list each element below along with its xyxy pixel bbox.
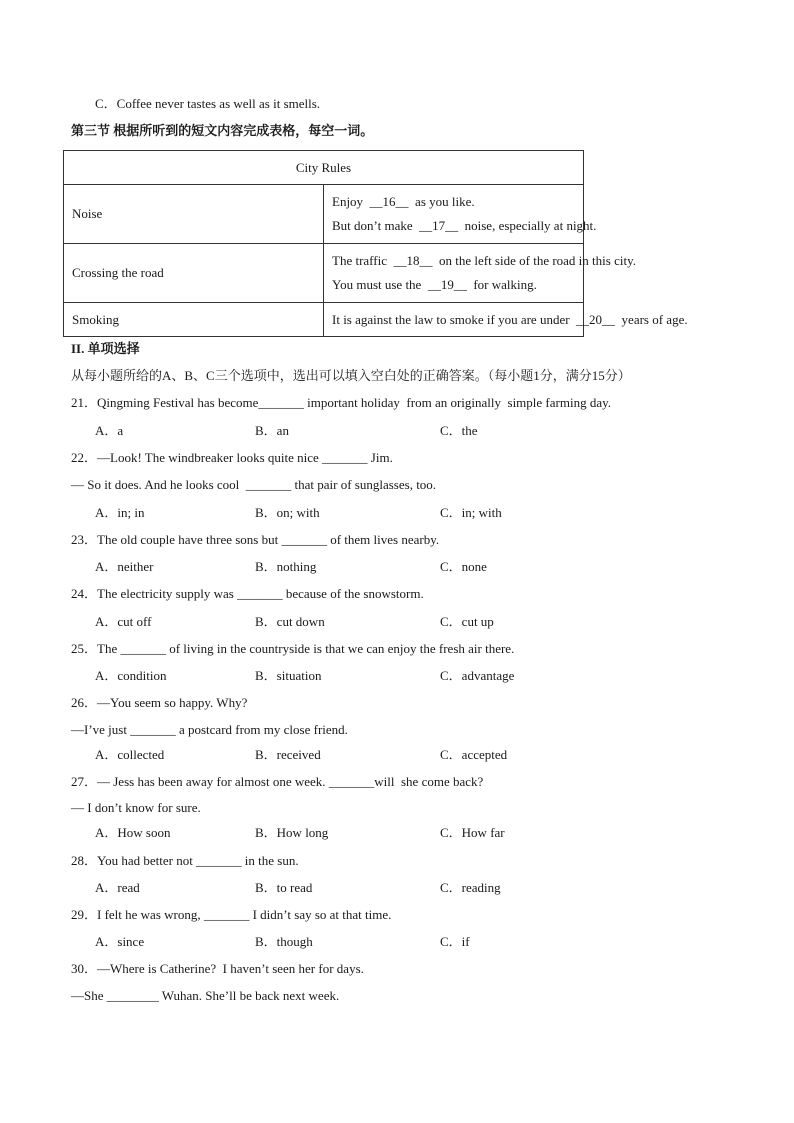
row-line: But don’t make __17__ noise, especially at night. — [332, 218, 597, 233]
question-stem: 25．The _______ of living in the countryside is that we can enjoy the fresh air there. — [71, 641, 515, 656]
option-c: C．if — [440, 934, 470, 949]
question-stem: 27．— Jess has been away for almost one week. _______will she come back? — [71, 774, 484, 789]
option-c: C．advantage — [440, 668, 515, 683]
option-a: A．neither — [95, 559, 154, 574]
option-a: A．How soon — [95, 825, 171, 840]
question-stem: —She ________ Wuhan. She’ll be back next week. — [71, 988, 340, 1003]
row-content — [324, 303, 688, 337]
option-a: A．cut off — [95, 614, 152, 629]
question-stem: 24．The electricity supply was _______ because of the snowstorm. — [71, 586, 424, 601]
option-c: C．in; with — [440, 505, 502, 520]
row-label: Smoking — [64, 303, 324, 337]
option-c: C．cut up — [440, 614, 494, 629]
row-line: Enjoy __16__ as you like. — [332, 194, 475, 209]
question-stem: —I’ve just _______ a postcard from my close friend. — [71, 722, 348, 737]
option-a: A．collected — [95, 747, 165, 762]
option-b: B．situation — [255, 668, 322, 683]
option-b: B．an — [255, 423, 289, 438]
question-stem: 29．I felt he was wrong, _______ I didn’t say so at that time. — [71, 907, 392, 922]
question-stem: — So it does. And he looks cool _______ that pair of sunglasses, too. — [71, 477, 437, 492]
option-a: A．a — [95, 423, 124, 438]
option-b: B．though — [255, 934, 313, 949]
option-a: A．in; in — [95, 505, 145, 520]
table-row — [64, 303, 584, 337]
question-stem: 23．The old couple have three sons but _______ of them lives nearby. — [71, 532, 440, 547]
question-stem: 28．You had better not _______ in the sun. — [71, 853, 299, 868]
question-stem: 30．—Where is Catherine? I haven’t seen her for days. — [71, 961, 364, 976]
option-c: C．none — [440, 559, 487, 574]
row-label: Noise — [64, 185, 324, 244]
q20-option-c: C．Coffee never tastes as well as it smells. — [95, 96, 321, 111]
question-stem: 26．—You seem so happy. Why? — [71, 695, 248, 710]
option-b: B．How long — [255, 825, 329, 840]
question-stem: 21．Qingming Festival has become_______ important holiday from an originally simple farming day. — [71, 395, 612, 410]
table-row — [64, 185, 584, 244]
option-a: A．condition — [95, 668, 167, 683]
option-b: B．cut down — [255, 614, 325, 629]
option-a: A．read — [95, 880, 140, 895]
row-line: You must use the __19__ for walking. — [332, 277, 537, 292]
table-row — [64, 244, 584, 303]
part2-instructions: 从每小题所给的A、B、C三个选项中，选出可以填入空白处的正确答案。（每小题1分，满分15分） — [71, 368, 631, 383]
question-stem: 22．—Look! The windbreaker looks quite nice _______ Jim. — [71, 450, 393, 465]
option-b: B．received — [255, 747, 321, 762]
section3-title: 第三节 根据所听到的短文内容完成表格，每空一词。 — [71, 123, 374, 138]
option-b: B．on; with — [255, 505, 320, 520]
part2-title: II. 单项选择 — [71, 341, 140, 356]
row-line: The traffic __18__ on the left side of the road in this city. — [332, 253, 636, 268]
option-b: B．to read — [255, 880, 313, 895]
option-b: B．nothing — [255, 559, 317, 574]
question-stem: — I don’t know for sure. — [71, 800, 201, 815]
row-label: Crossing the road — [64, 244, 324, 303]
table-title: City Rules — [64, 151, 584, 185]
city-rules-table — [63, 150, 688, 337]
option-c: C．How far — [440, 825, 505, 840]
row-content — [324, 185, 597, 244]
option-c: C．the — [440, 423, 478, 438]
row-content — [324, 244, 636, 303]
option-c: C．reading — [440, 880, 501, 895]
option-a: A．since — [95, 934, 145, 949]
row-line: It is against the law to smoke if you are under __20__ years of age. — [332, 311, 688, 327]
option-c: C．accepted — [440, 747, 508, 762]
